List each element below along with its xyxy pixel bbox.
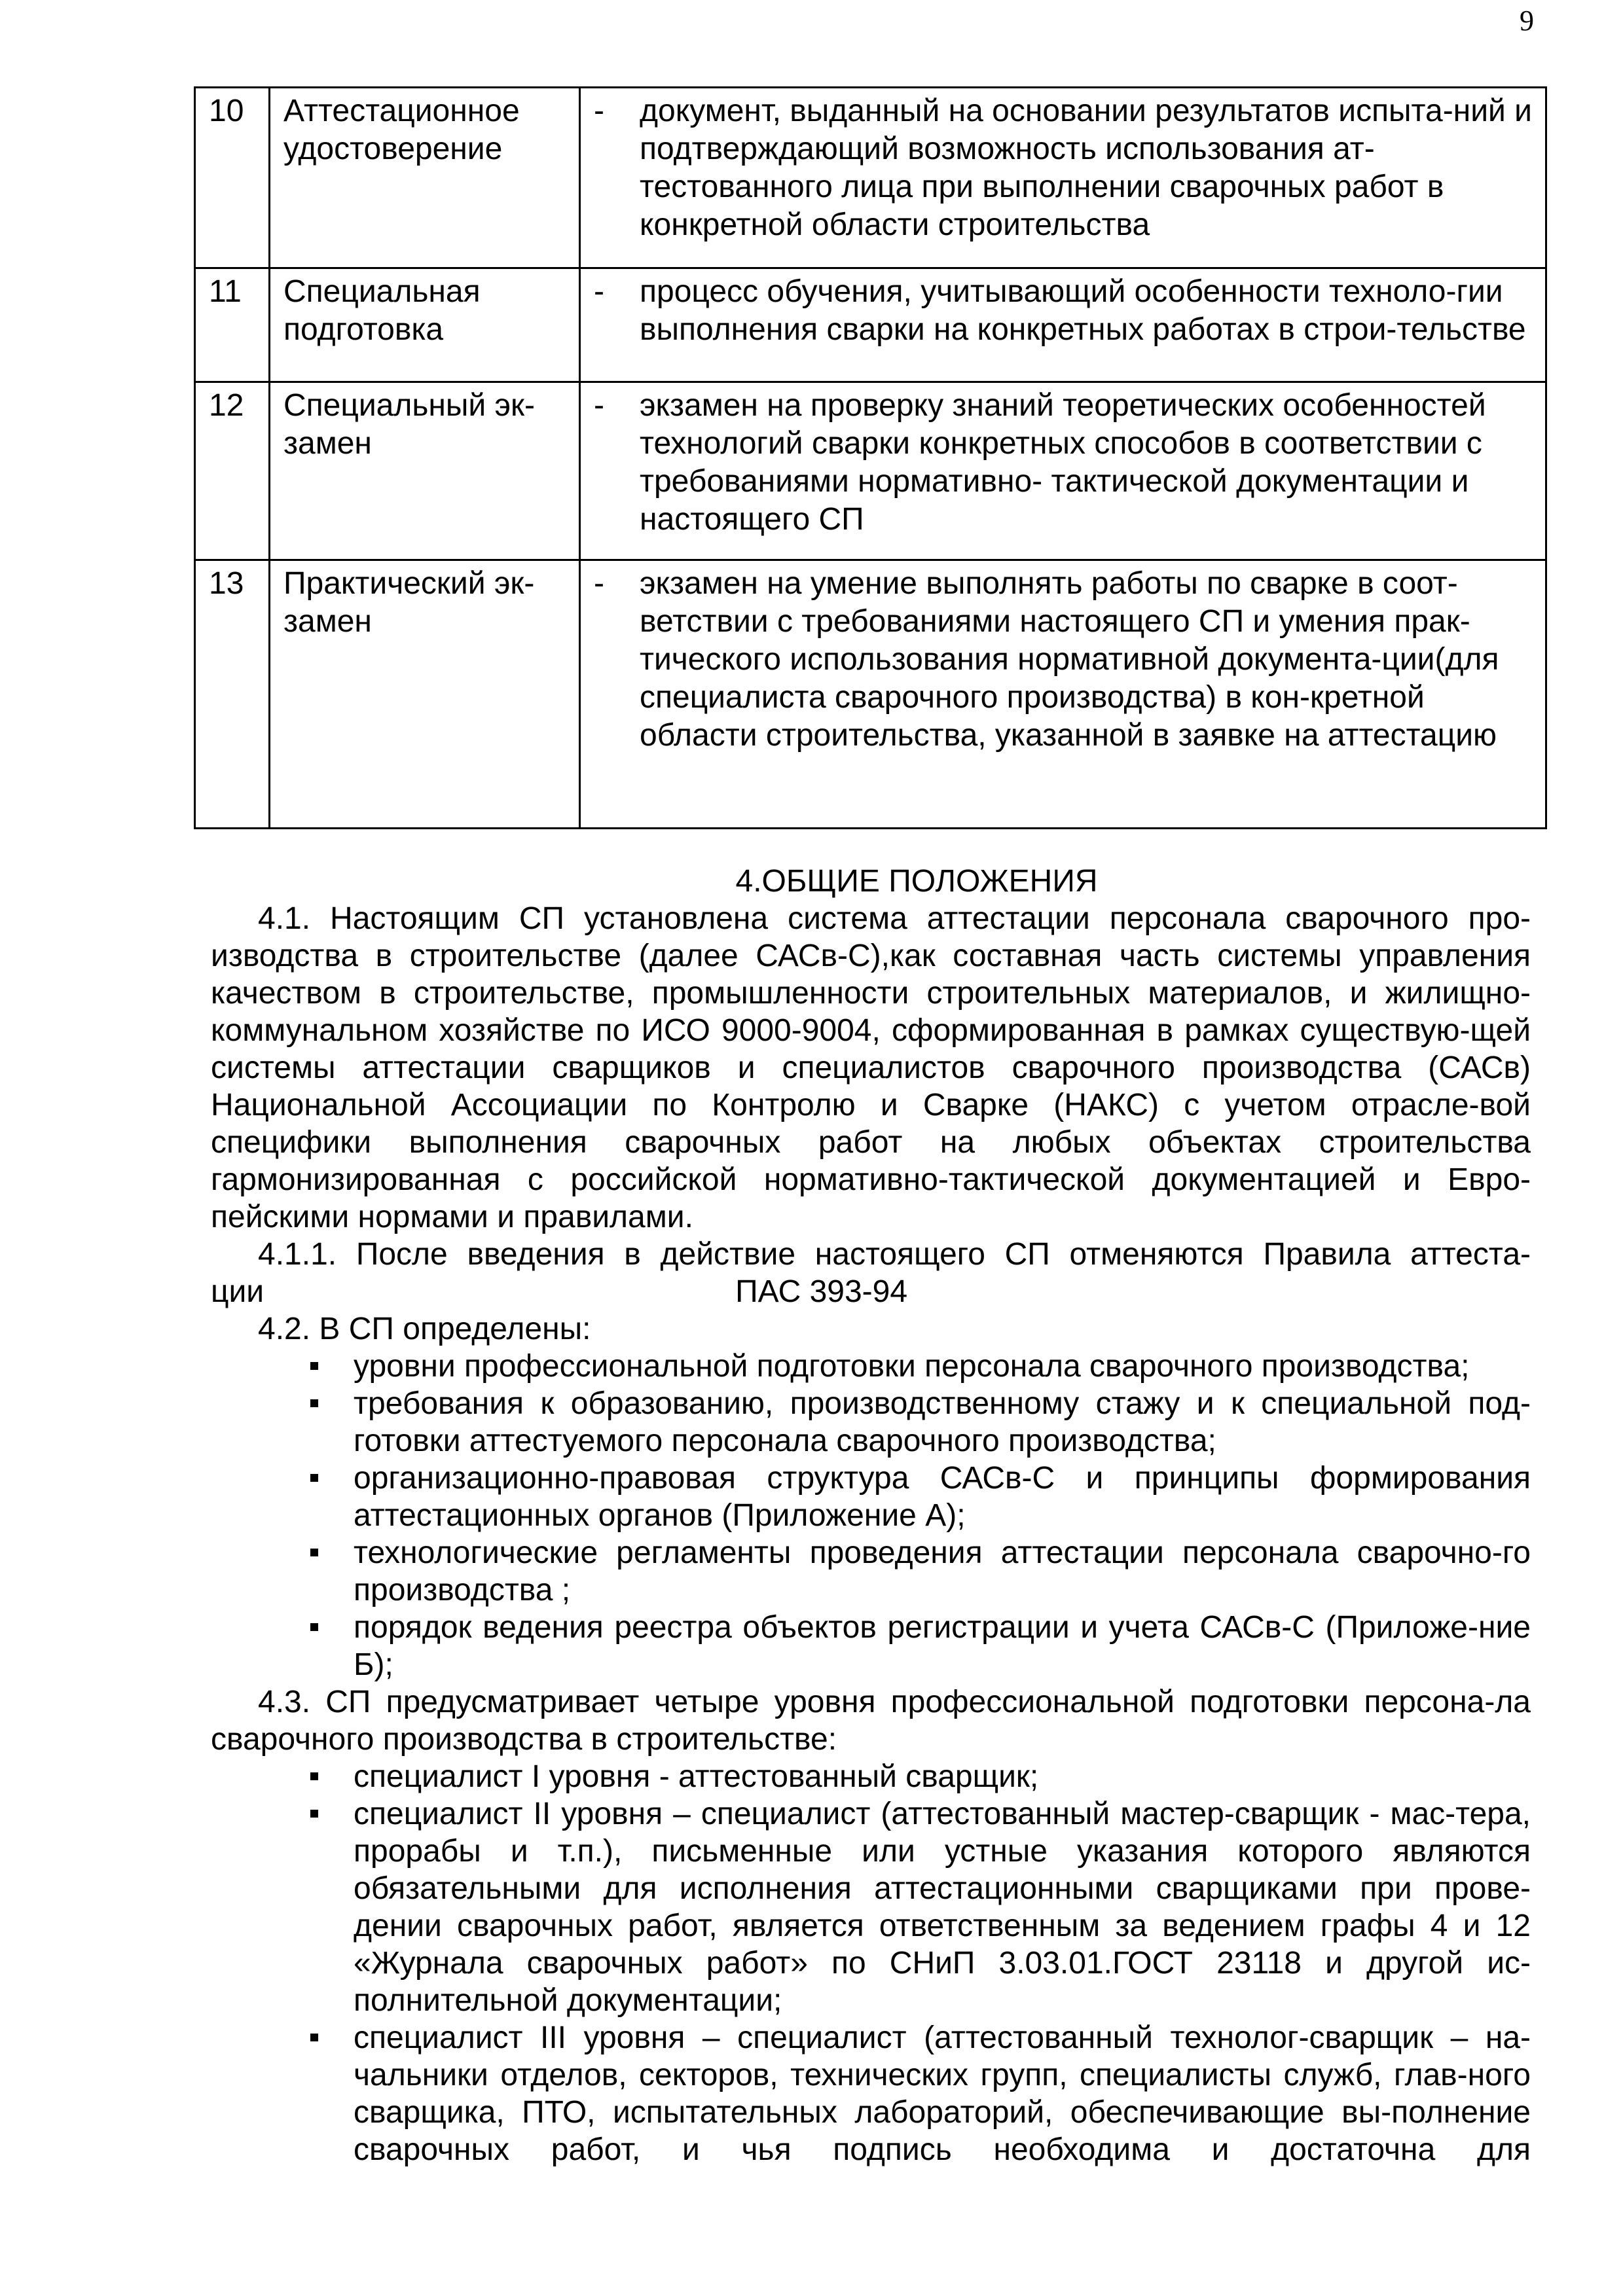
paragraph-4-3: 4.3. СП предусматривает четыре уровня профессиональной подготовки персона-ла сварочного производства в строительстве: bbox=[211, 1685, 1531, 1757]
paragraph-4-1-1-text: 4.1.1. После введения в действие настоящего СП отменяются Правила аттеста- bbox=[258, 1237, 1531, 1272]
list-item: специалист II уровня – специалист (аттестованный мастер-сварщик - мас-тера, прорабы и т.п.), письменные или устные указания которого являются обязательными для исполнения аттестационными сварщиками при прове-дении сварочных работ, является ответственным за ведением графы 4 и 12 «Журнала сварочных работ» по СНиП 3.03.01.ГОСТ 23118 и другой ис-полнительной документации; bbox=[354, 1797, 1531, 2018]
table-row bbox=[195, 382, 1546, 560]
row-number: 10 bbox=[195, 88, 270, 268]
row-number: 13 bbox=[195, 560, 270, 829]
table-row bbox=[195, 268, 1546, 382]
document-code: ПАС 393-94 bbox=[735, 1274, 908, 1309]
definition-cell bbox=[580, 560, 1546, 829]
paragraph-4-1-1 bbox=[211, 1236, 1531, 1273]
dash: - bbox=[594, 566, 604, 601]
list-4-3 bbox=[211, 1758, 1531, 2168]
list-item: требования к образованию, производственному стажу и к специальной под-готовки аттестуемого персонала сварочного производства; bbox=[354, 1386, 1531, 1458]
definition: документ, выданный на основании результатов испыта-ний и подтверждающий возможность использования ат-тестованного лица при выполнении сварочных работ в конкретной области строительства bbox=[640, 94, 1532, 242]
table-row bbox=[195, 560, 1546, 829]
list-item: специалист I уровня - аттестованный сварщик; bbox=[354, 1758, 1531, 1795]
list-item: организационно-правовая структура САСв-С и принципы формирования аттестационных органов (Приложение А); bbox=[354, 1461, 1531, 1533]
paragraph-4-2: 4.2. В СП определены: bbox=[258, 1312, 591, 1346]
dash: - bbox=[594, 388, 604, 423]
dash: - bbox=[594, 274, 604, 309]
definition: экзамен на умение выполнять работы по сварке в соот-ветствии с требованиями настоящего СП и умения прак-тического использования нормативной документа-ции(для специалиста сварочного производства) в кон-кретной области строительства, указанной в заявке на аттестацию bbox=[640, 566, 1499, 753]
term: Специальная подготовка bbox=[270, 268, 580, 382]
definition: экзамен на проверку знаний теоретических особенностей технологий сварки конкретных способов в соответствии с требованиями нормативно- тактической документации и настоящего СП bbox=[640, 388, 1486, 537]
term: Аттестационное удостоверение bbox=[270, 88, 580, 268]
row-number: 11 bbox=[195, 268, 270, 382]
definition-cell bbox=[580, 88, 1546, 268]
term: Специальный эк-замен bbox=[270, 382, 580, 560]
definition-cell bbox=[580, 382, 1546, 560]
paragraph-4-1-1-word: ции bbox=[211, 1274, 264, 1309]
list-4-2 bbox=[211, 1348, 1531, 1683]
list-item: специалист III уровня – специалист (аттестованный технолог-сварщик – на-чальники отделов, секторов, технических групп, специалисты служб, глав-ного сварщика, ПТО, испытательных лабораторий, обеспечивающие вы-полнение сварочных работ, и чья подпись необходима и достаточна для bbox=[354, 2020, 1531, 2167]
paragraph-4-1-1-tail bbox=[211, 1273, 1531, 1310]
list-item: порядок ведения реестра объектов регистрации и учета САСв-С (Приложе-ние Б); bbox=[354, 1610, 1531, 1682]
page-number: 9 bbox=[1520, 5, 1534, 37]
definitions-table bbox=[194, 86, 1547, 829]
section-content bbox=[211, 863, 1531, 2168]
list-item: уровни профессиональной подготовки персонала сварочного производства; bbox=[354, 1348, 1531, 1385]
row-number: 12 bbox=[195, 382, 270, 560]
list-item: технологические регламенты проведения аттестации персонала сварочно-го производства ; bbox=[354, 1535, 1531, 1607]
section-title: 4.ОБЩИЕ ПОЛОЖЕНИЯ bbox=[735, 864, 1098, 899]
definition-cell bbox=[580, 268, 1546, 382]
term: Практический эк-замен bbox=[270, 560, 580, 829]
paragraph-4-1: 4.1. Настоящим СП установлена система аттестации персонала сварочного про-изводства в строительстве (далее САСв-С),как составная часть системы управления качеством в строительстве, промышленности строительных материалов, и жилищно-коммунальном хозяйстве по ИСО 9000-9004, сформированная в рамках существую-щей системы аттестации сварщиков и специалистов сварочного производства (САСв) Национальной Ассоциации по Контролю и Сварке (НАКС) с учетом отрасле-вой специфики выполнения сварочных работ на любых объектах строительства гармонизированная с российской нормативно-тактической документацией и Евро-пейскими нормами и правилами. bbox=[211, 901, 1531, 1234]
definition: процесс обучения, учитывающий особенности техноло-гии выполнения сварки на конкретных работах в строи-тельстве bbox=[640, 274, 1526, 347]
dash: - bbox=[594, 94, 604, 128]
table-row bbox=[195, 88, 1546, 268]
